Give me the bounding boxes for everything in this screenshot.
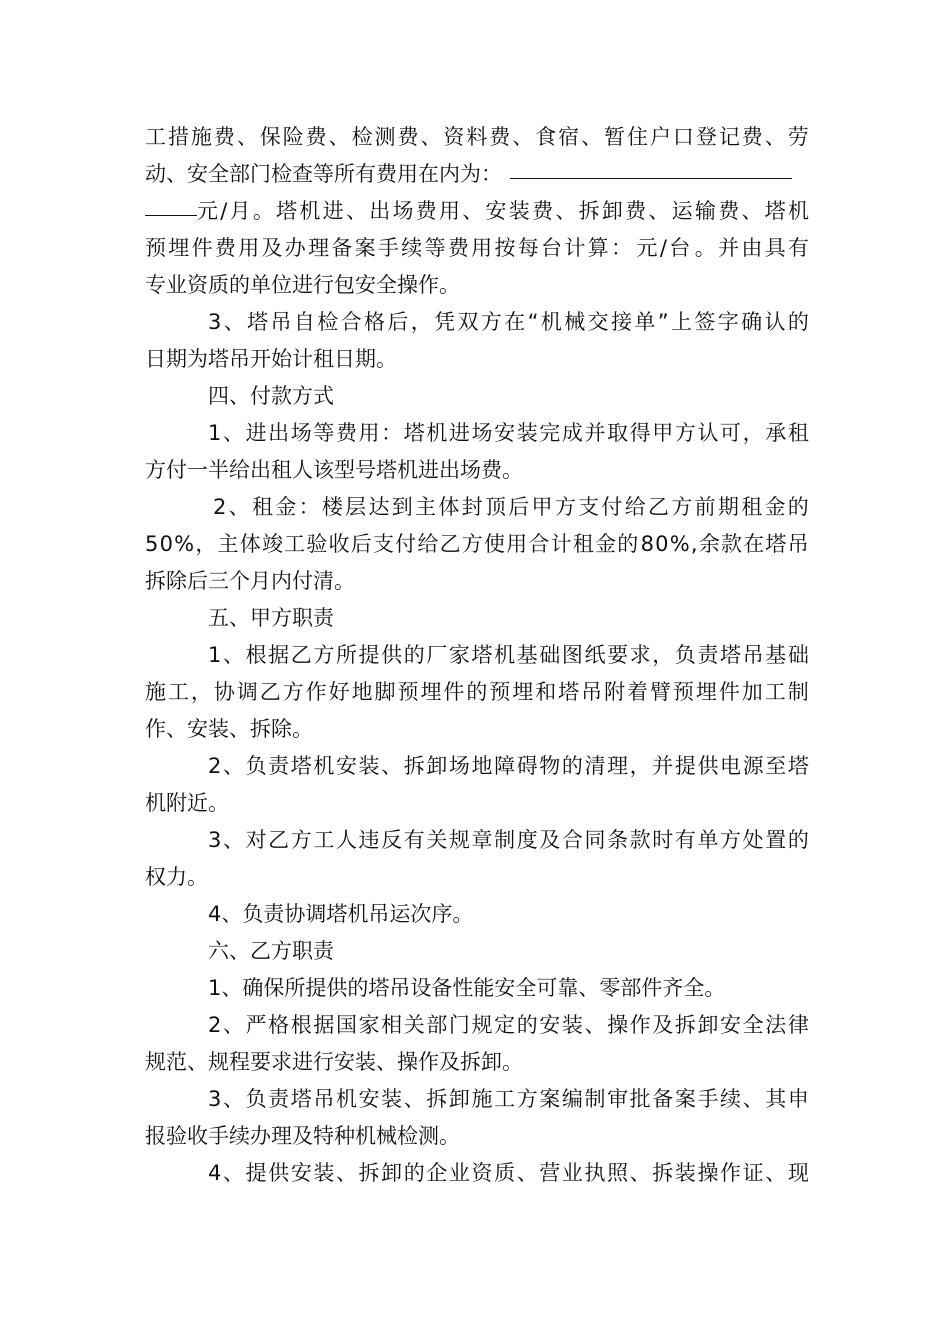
text-line: 施 工 ， 协 调 乙 方 作 好 地 脚 预 埋 件 的 预 埋 和 塔 吊 附 着 臂 预 埋 件 加 工 制 xyxy=(145,680,809,704)
text-line: 1 、 根 据 乙 方 所 提 供 的 厂 家 塔 机 基 础 图 纸 要 求 ， 负 责 塔 吊 基 础 xyxy=(208,643,809,667)
text-line: 规范、规程要求进行安装、操作及拆卸。 xyxy=(145,1050,523,1074)
text-line xyxy=(145,156,809,193)
text-span: 动、安全部门检查等所有费用在内为： xyxy=(145,162,502,186)
fill-in-blank xyxy=(510,156,792,179)
text-line: 拆除后三个月内付清。 xyxy=(145,569,355,593)
text-line: 2 、 负 责 塔 机 安 装 、 拆 卸 场 地 障 碍 物 的 清 理 ， 并 提 供 电 源 至 塔 xyxy=(208,754,809,778)
text-line: 4、负责协调塔机吊运次序。 xyxy=(208,902,474,926)
section-heading: 四、付款方式 xyxy=(208,384,334,408)
text-line: 3 、 负 责 塔 吊 机 安 装 、 拆 卸 施 工 方 案 编 制 审 批 备 案 手 续 、 其 申 xyxy=(208,1087,809,1111)
text-line: 2 、 严 格 根 据 国 家 相 关 部 门 规 定 的 安 装 、 操 作 及 拆 卸 安 全 法 律 xyxy=(208,1013,809,1037)
text-line: 2 、 租 金 ： 楼 层 达 到 主 体 封 顶 后 甲 方 支 付 给 乙 方 前 期 租 金 的 xyxy=(213,495,809,519)
document-body xyxy=(145,119,809,1192)
section-heading: 五、甲方职责 xyxy=(208,606,334,630)
text-line: 1 、 进 出 场 等 费 用 ： 塔 机 进 场 安 装 完 成 并 取 得 甲 方 认 可 ， 承 租 xyxy=(208,421,809,445)
text-line: 5 0 % ， 主 体 竣 工 验 收 后 支 付 给 乙 方 使 用 合 计 租 金 的 8 0 % , 余 款 在 塔 吊 xyxy=(145,532,809,556)
text-line: 预 埋 件 费 用 及 办 理 备 案 手 续 等 费 用 按 每 台 计 算 ： 元 / 台 。 并 由 具 有 xyxy=(145,236,809,260)
text-line xyxy=(145,193,809,230)
fill-in-blank xyxy=(145,193,197,216)
text-line: 专业资质的单位进行包安全操作。 xyxy=(145,273,460,297)
text-span: 元 / 月 。 塔 机 进 、 出 场 费 用 、 安 装 费 、 拆 卸 费 、 运 输 费 、 塔 机 xyxy=(197,199,809,223)
text-line: 权力。 xyxy=(145,865,208,889)
text-line: 作、安装、拆除。 xyxy=(145,717,313,741)
text-line: 3 、 塔 吊 自 检 合 格 后 ， 凭 双 方 在 “ 机 械 交 接 单 ” 上 签 字 确 认 的 xyxy=(208,310,809,334)
text-line: 报验收手续办理及特种机械检测。 xyxy=(145,1124,460,1148)
text-line: 4 、 提 供 安 装 、 拆 卸 的 企 业 资 质 、 营 业 执 照 、 拆 装 操 作 证 、 现 xyxy=(208,1161,809,1185)
text-line: 日期为塔吊开始计租日期。 xyxy=(145,347,397,371)
text-line: 1、确保所提供的塔吊设备性能安全可靠、零部件齐全。 xyxy=(208,976,726,1000)
text-line: 3 、 对 乙 方 工 人 违 反 有 关 规 章 制 度 及 合 同 条 款 时 有 单 方 处 置 的 xyxy=(208,828,809,852)
text-line: 方付一半给出租人该型号塔机进出场费。 xyxy=(145,458,523,482)
section-heading: 六、乙方职责 xyxy=(208,939,334,963)
text-line: 机附近。 xyxy=(145,791,229,815)
text-line: 工 措 施 费 、 保 险 费 、 检 测 费 、 资 料 费 、 食 宿 、 暂 住 户 口 登 记 费 、 劳 xyxy=(145,125,809,149)
